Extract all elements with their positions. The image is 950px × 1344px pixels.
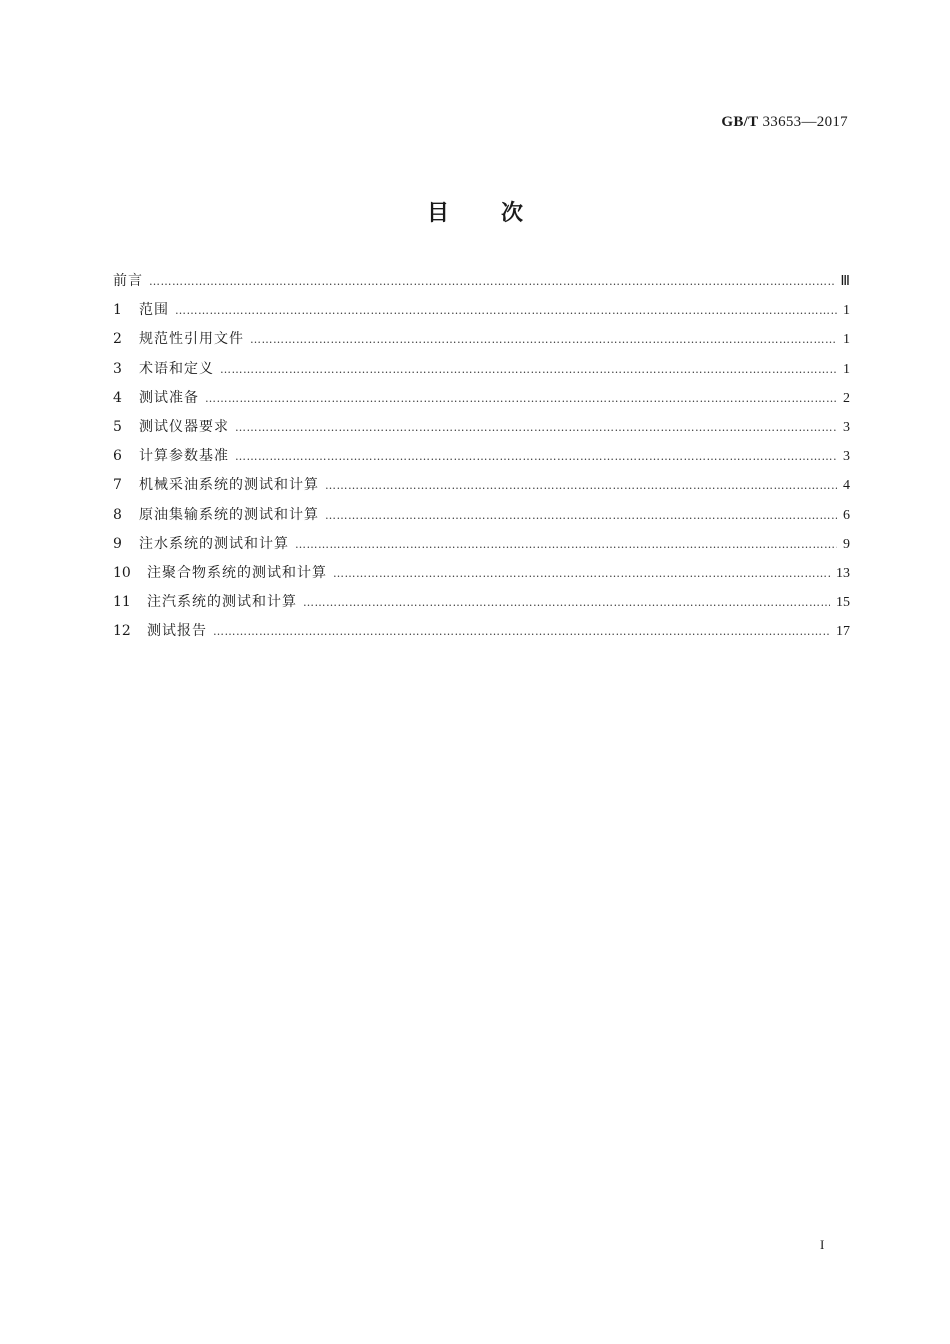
toc-dot-leader	[250, 333, 837, 346]
toc-dot-leader	[235, 450, 837, 463]
toc-entry-title: 注汽系统的测试和计算	[147, 594, 297, 611]
toc-entry-page: 13	[836, 565, 850, 581]
toc-dot-leader	[235, 421, 837, 434]
toc-entry[interactable]	[113, 591, 850, 620]
toc-entry-title: 机械采油系统的测试和计算	[139, 477, 319, 494]
toc-entry[interactable]	[113, 445, 850, 474]
table-of-contents	[113, 270, 850, 649]
toc-entry-number: 11	[113, 594, 131, 611]
toc-entry-title: 术语和定义	[139, 360, 214, 377]
toc-entry-number: 4	[113, 389, 122, 406]
toc-dot-leader	[213, 625, 830, 638]
toc-dot-leader	[175, 304, 837, 317]
toc-dot-leader	[303, 596, 830, 609]
toc-entry[interactable]	[113, 416, 850, 445]
toc-entry[interactable]	[113, 387, 850, 416]
toc-entry[interactable]	[113, 504, 850, 533]
toc-entry-number: 2	[113, 331, 122, 348]
toc-entry-title: 原油集输系统的测试和计算	[139, 506, 319, 523]
toc-entry-number: 6	[113, 448, 122, 465]
toc-entry-title: 注聚合物系统的测试和计算	[147, 564, 327, 581]
toc-entry-page: 3	[843, 449, 850, 465]
toc-dot-leader	[325, 479, 837, 492]
toc-entry-page: 17	[836, 624, 850, 640]
toc-entry-title: 规范性引用文件	[139, 331, 244, 348]
toc-entry-page: 1	[843, 361, 850, 377]
toc-entry-page: 1	[843, 332, 850, 348]
toc-entry[interactable]	[113, 562, 850, 591]
toc-entry-page: 2	[843, 390, 850, 406]
standard-number: GB/T 33653—2017	[721, 114, 848, 130]
toc-entry-title: 测试仪器要求	[139, 418, 229, 435]
toc-entry-number: 3	[113, 360, 122, 377]
toc-entry-page: Ⅲ	[840, 274, 850, 289]
toc-entry-number: 12	[113, 623, 131, 640]
toc-entry[interactable]	[113, 533, 850, 562]
toc-entry-title: 范围	[139, 302, 169, 319]
toc-dot-leader	[295, 538, 837, 551]
toc-dot-leader	[333, 567, 830, 580]
toc-entry-number: 7	[113, 477, 122, 494]
toc-entry-page: 6	[843, 507, 850, 523]
toc-entry-title: 计算参数基准	[139, 448, 229, 465]
toc-dot-leader	[220, 363, 837, 376]
toc-entry-title: 前言	[113, 273, 143, 289]
toc-entry[interactable]	[113, 328, 850, 357]
toc-entry-number: 8	[113, 506, 122, 523]
toc-entry-page: 9	[843, 536, 850, 552]
toc-dot-leader	[149, 275, 834, 288]
toc-entry-page: 4	[843, 478, 850, 494]
toc-entry-title: 测试准备	[139, 389, 199, 406]
toc-entry-number: 5	[113, 418, 122, 435]
toc-entry-page: 15	[836, 595, 850, 611]
toc-entry[interactable]	[113, 620, 850, 649]
page-title: 目次	[426, 201, 575, 226]
toc-entry-number: 9	[113, 535, 122, 552]
toc-entry-number: 10	[113, 564, 131, 581]
toc-entry[interactable]	[113, 474, 850, 503]
toc-entry-title: 注水系统的测试和计算	[139, 535, 289, 552]
toc-entry-number: 1	[113, 302, 122, 319]
toc-entry[interactable]	[113, 270, 850, 299]
toc-entry-page: 3	[843, 419, 850, 435]
toc-dot-leader	[325, 509, 837, 522]
toc-dot-leader	[205, 392, 837, 405]
page-folio: I	[820, 1237, 825, 1252]
toc-entry-page: 1	[843, 303, 850, 319]
toc-entry[interactable]	[113, 358, 850, 387]
toc-entry-title: 测试报告	[147, 623, 207, 640]
toc-entry[interactable]	[113, 299, 850, 328]
